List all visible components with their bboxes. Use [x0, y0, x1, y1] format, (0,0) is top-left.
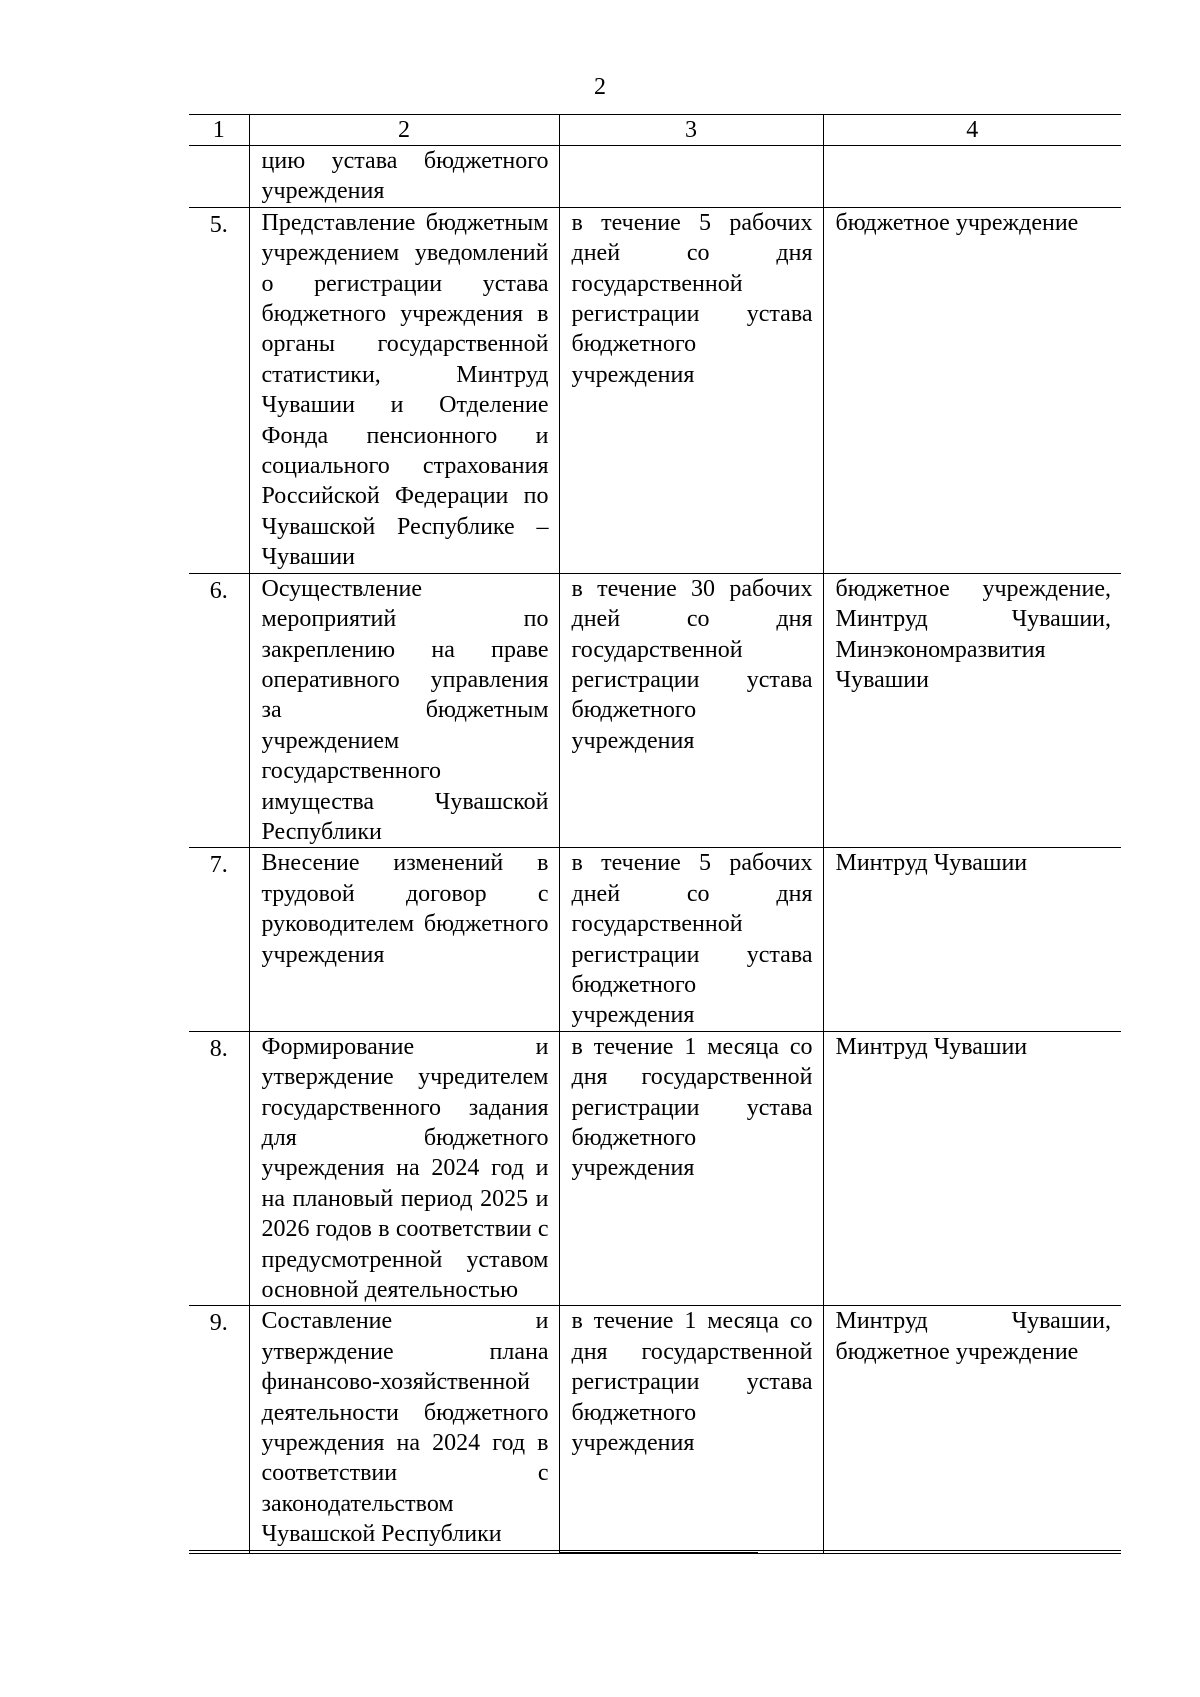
table-row [189, 848, 1121, 1031]
row-term: в течение 1 месяца со дня государственной регистрации устава бюджетного учреждения [559, 1306, 823, 1550]
table-row [189, 1306, 1121, 1550]
row-responsible: Минтруд Чувашии [823, 848, 1121, 1031]
row-action: цию устава бюджетного учреждения [249, 146, 559, 208]
row-number: 9. [189, 1306, 249, 1550]
row-action: Формирование и утверждение учредителем государственного задания для бюджетного учреждения на 2024 год и на плановый период 2025 и 2026 годов в соответствии с предусмотренной уставом основной деятельностью [249, 1031, 559, 1306]
table-row [189, 573, 1121, 848]
table-row [189, 207, 1121, 573]
row-number: 6. [189, 573, 249, 848]
row-action: Представление бюджетным учреждением уведомлений о регистрации устава бюджетного учреждения в органы государственной статистики, Минтруд Чувашии и Отделение Фонда пенсионного и социального страхования Российской Федерации по Чувашской Республике – Чувашии [249, 207, 559, 573]
page-number: 2 [594, 74, 606, 100]
row-responsible: Минтруд Чувашии [823, 1031, 1121, 1306]
row-term: в течение 1 месяца со дня государственной регистрации устава бюджетного учреждения [559, 1031, 823, 1306]
row-number: 5. [189, 207, 249, 573]
row-number [189, 1550, 249, 1553]
header-cell-action: 2 [249, 115, 559, 146]
row-responsible [823, 146, 1121, 208]
row-action: Внесение изменений в трудовой договор с руководителем бюджетного учреждения [249, 848, 559, 1031]
row-responsible [823, 1550, 1121, 1553]
row-term: в течение 30 рабочих дней со дня государственной регистрации устава бюджетного учреждения [559, 573, 823, 848]
row-action: Осуществление мероприятий по закреплению на праве оперативного управления за бюджетным учреждением государственного имущества Чувашской Республики [249, 573, 559, 848]
header-cell-term: 3 [559, 115, 823, 146]
row-term [559, 146, 823, 208]
header-cell-number: 1 [189, 115, 249, 146]
row-responsible: бюджетное учреждение, Минтруд Чувашии, Минэкономразвития Чувашии [823, 573, 1121, 848]
table-row [189, 146, 1121, 208]
table-header-row [189, 115, 1121, 146]
action-plan-table [189, 114, 1121, 1554]
header-cell-responsible: 4 [823, 115, 1121, 146]
row-term: в течение 5 рабочих дней со дня государственной регистрации устава бюджетного учреждения [559, 848, 823, 1031]
row-action [249, 1550, 559, 1553]
row-responsible: бюджетное учреждение [823, 207, 1121, 573]
row-number: 8. [189, 1031, 249, 1306]
table-row [189, 1031, 1121, 1306]
row-number [189, 146, 249, 208]
row-term: в течение 5 рабочих дней со дня государственной регистрации устава бюджетного учреждения [559, 207, 823, 573]
row-responsible: Минтруд Чувашии, бюджетное учреждение [823, 1306, 1121, 1550]
row-action: Составление и утверждение плана финансово-хозяйственной деятельности бюджетного учреждения на 2024 год в соответствии с законодательством Чувашской Республики [249, 1306, 559, 1550]
row-number: 7. [189, 848, 249, 1031]
footer-divider-line [560, 1552, 758, 1553]
